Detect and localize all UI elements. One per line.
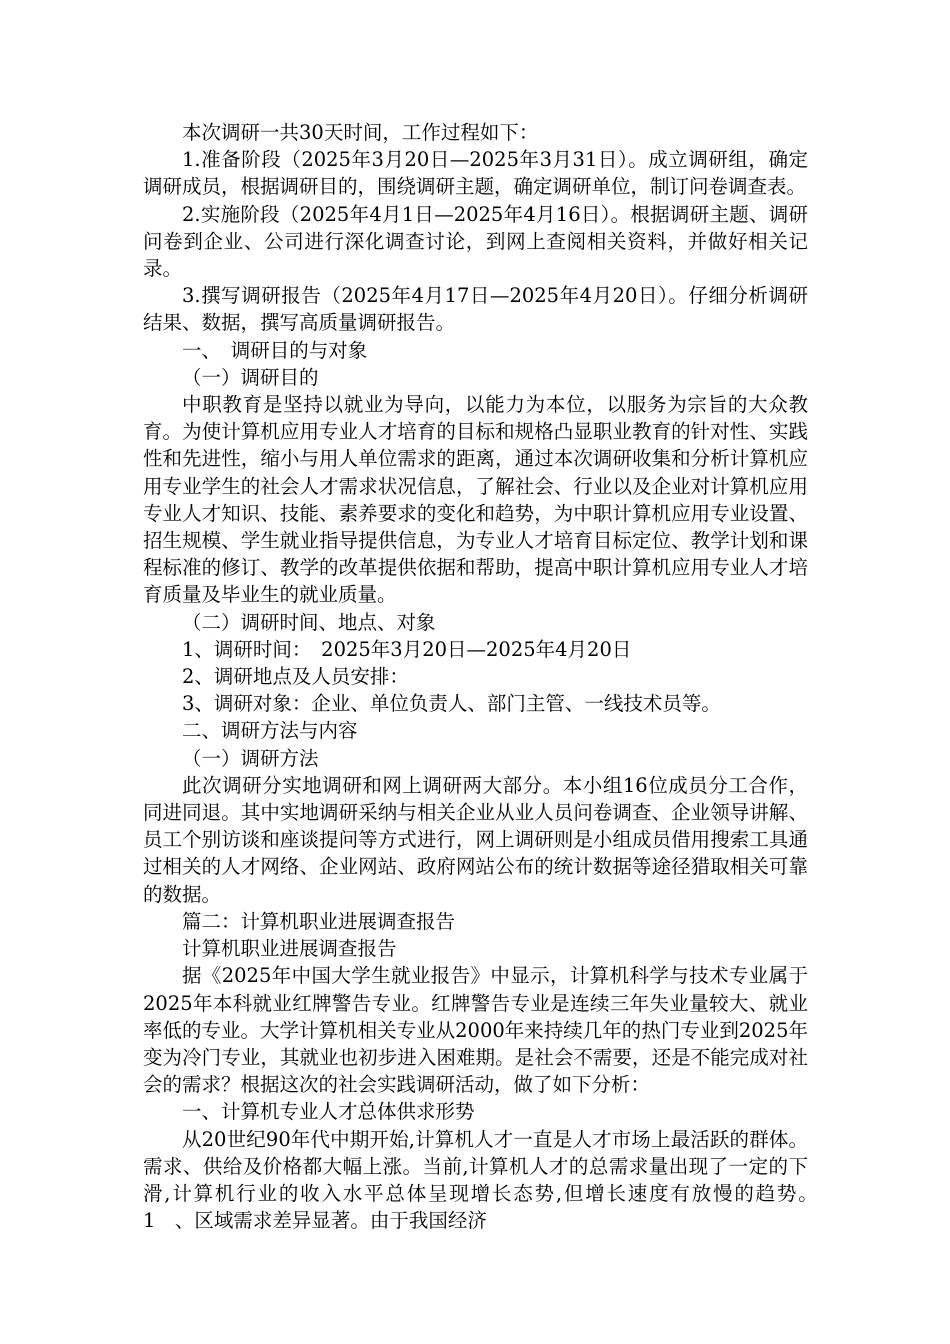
subheading-purpose: （一）调研目的 xyxy=(182,365,319,389)
paragraph-intro: 本次调研一共30天时间，工作过程如下： xyxy=(182,121,539,144)
paragraph-purpose: 中职教育是坚持以就业为导向，以能力为本位，以服务为宗旨的大众教育。为使计算机应用专业人才培育的目标和规格凸显职业教育的针对性、实践性和先进性，缩小与用人单位需求的距离，通过本次调研收集和分析计算机应用专业学生的社会人才需求状况信息，了解社会、行业以及企业对计算机应用专业人才知识、技能、素养要求的变化和趋势，为中职计算机应用专业设置、招生规模、学生就业指导提供信息，为专业人才培育目标定位、教学计划和课程标准的修订、教学的改革提供依据和帮助，提高中职计算机应用专业人才培育质量及毕业生的就业质量。 xyxy=(143,393,808,607)
subheading-method: （一）调研方法 xyxy=(182,746,319,770)
paragraph-stage-3: 3.撰写调研报告（2025年4月17日—2025年4月20日）。仔细分析调研结果、数据，撰写高质量调研报告。 xyxy=(143,284,808,335)
paragraph-supply-demand: 从20世纪90年代中期开始,计算机人才一直是人才市场上最活跃的群体。需求、供给及价格都大幅上涨。当前,计算机人才的总需求量出现了一定的下滑,计算机行业的收入水平总体呈现增长态势,但增长速度有放慢的趋势。 1 、区域需求差异显著。由于我国经济 xyxy=(143,1127,828,1233)
heading-method-and-content: 二、调研方法与内容 xyxy=(182,719,358,743)
heading-part-two: 篇二：计算机职业进展调查报告 xyxy=(182,909,456,933)
list-item-target: 3、调研对象：企业、单位负责人、部门主管、一线技术员等。 xyxy=(182,692,721,716)
subheading-time-place-target: （二）调研时间、地点、对象 xyxy=(182,610,436,634)
paragraph-method: 此次调研分实地调研和网上调研两大部分。本小组16位成员分工合作，同进同退。其中实地调研采纳与相关企业从业人员问卷调查、企业领导讲解、员工个别访谈和座谈提问等方式进行，网上调研则是小组成员借用搜索工具通过相关的人才网络、企业网站、政府网站公布的统计数据等途径猎取相关可靠的数据。 xyxy=(143,773,808,906)
document-body xyxy=(143,119,828,1234)
heading-supply-demand: 一、计算机专业人才总体供求形势 xyxy=(182,1100,475,1124)
paragraph-employment-report: 据《2025年中国大学生就业报告》中显示，计算机科学与技术专业属于2025年本科就业红牌警告专业。红牌警告专业是连续三年失业量较大、就业率低的专业。大学计算机相关专业从2000年来持续几年的热门专业到2025年变为冷门专业，其就业也初步进入困难期。是社会不需要，还是不能完成对社会的需求？根据这次的社会实践调研活动，做了如下分析： xyxy=(143,964,808,1097)
list-item-time: 1、调研时间： 2025年3月20日—2025年4月20日 xyxy=(182,637,632,661)
list-item-place: 2、调研地点及人员安排： xyxy=(182,665,409,689)
heading-purpose-and-target: 一、 调研目的与对象 xyxy=(182,338,368,362)
report-title: 计算机职业进展调查报告 xyxy=(182,937,397,961)
paragraph-stage-1: 1.准备阶段（2025年3月20日—2025年3月31日）。成立调研组，确定调研成员，根据调研目的，围绕调研主题，确定调研单位，制订问卷调查表。 xyxy=(143,148,808,199)
paragraph-stage-2: 2.实施阶段（2025年4月1日—2025年4月16日）。根据调研主题、调研问卷到企业、公司进行深化调查讨论，到网上查阅相关资料，并做好相关记录。 xyxy=(143,202,808,281)
